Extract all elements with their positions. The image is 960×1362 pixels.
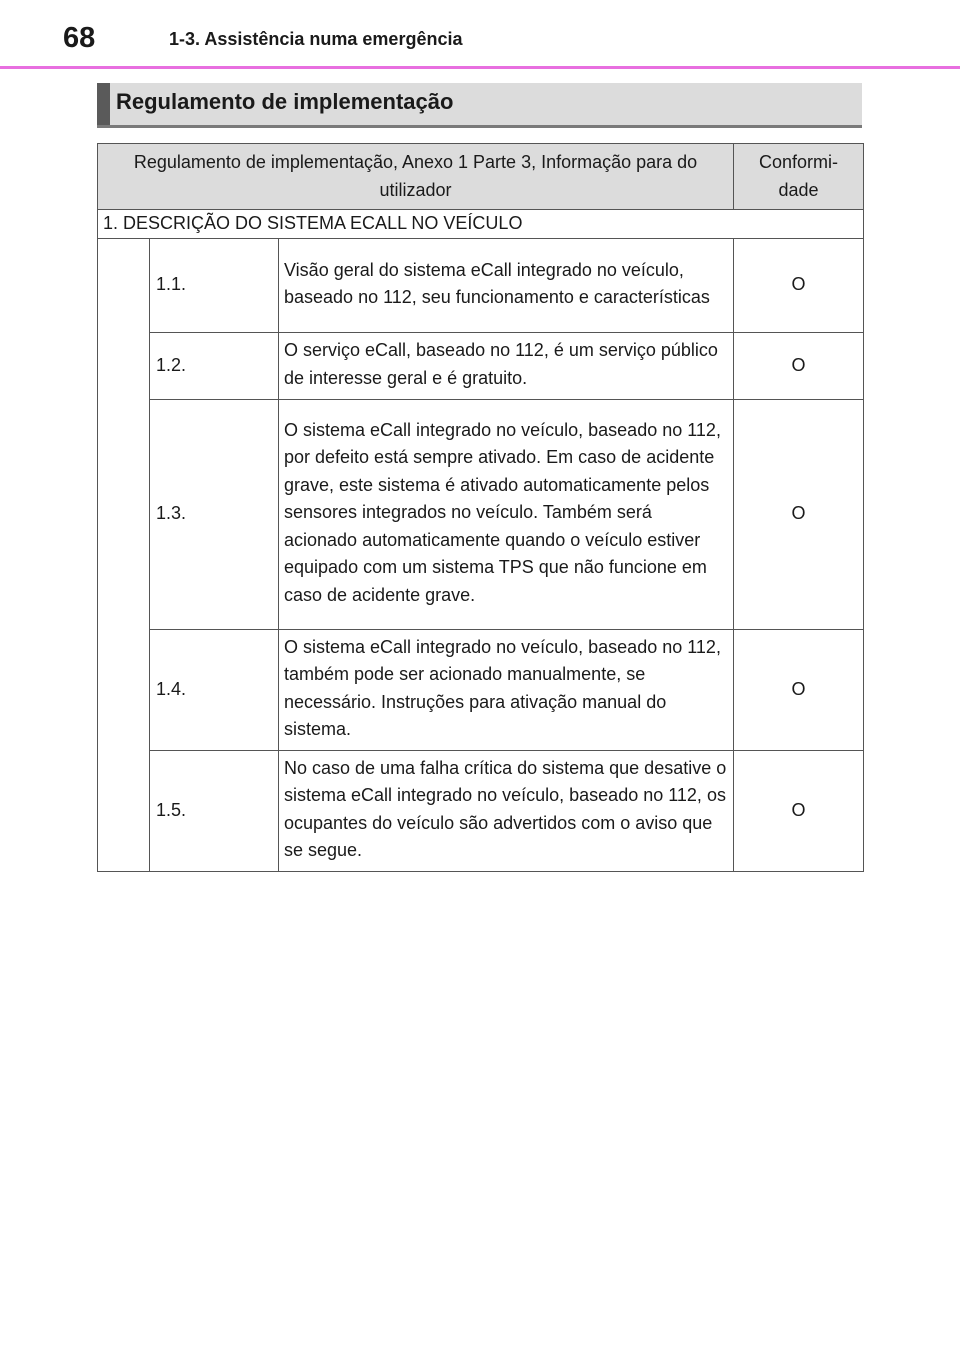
page-number: 68	[63, 22, 96, 54]
table-section-row	[98, 210, 864, 239]
row-conformity: O	[734, 332, 864, 399]
table-row	[98, 629, 864, 750]
row-conformity: O	[734, 629, 864, 750]
header-cell-regulation: Regulamento de implementação, Anexo 1 Parte 3, Informação para do utilizador	[98, 144, 734, 210]
row-number: 1.1.	[150, 238, 279, 332]
section-heading-cell: 1. DESCRIÇÃO DO SISTEMA ECALL NO VEÍCULO	[98, 210, 864, 239]
row-number: 1.3.	[150, 399, 279, 629]
regulation-table	[97, 143, 864, 872]
header-cell-conformity: Conformi- dade	[734, 144, 864, 210]
row-description: No caso de uma falha crítica do sistema que desative o sistema eCall integrado no veículo, baseado no 112, os ocupantes do veículo são advertidos com o aviso que se segue.	[279, 750, 734, 871]
section-title: Regulamento de implementação	[116, 89, 454, 114]
row-conformity: O	[734, 399, 864, 629]
page-header	[0, 0, 960, 69]
row-description: O sistema eCall integrado no veículo, baseado no 112, também pode ser acionado manualmente, se necessário. Instruções para ativação manual do sistema.	[279, 629, 734, 750]
row-number: 1.5.	[150, 750, 279, 871]
row-conformity: O	[734, 238, 864, 332]
table-header-row	[98, 144, 864, 210]
section-heading-bar	[97, 83, 862, 128]
indent-cell	[98, 238, 150, 871]
row-description: Visão geral do sistema eCall integrado no veículo, baseado no 112, seu funcionamento e características	[279, 238, 734, 332]
chapter-title: 1-3. Assistência numa emergência	[169, 29, 463, 49]
row-number: 1.2.	[150, 332, 279, 399]
table-row	[98, 399, 864, 629]
section-accent-block	[97, 83, 110, 125]
row-description: O serviço eCall, baseado no 112, é um serviço público de interesse geral e é gratuito.	[279, 332, 734, 399]
table-row	[98, 238, 864, 332]
table-row	[98, 750, 864, 871]
table-row	[98, 332, 864, 399]
row-description: O sistema eCall integrado no veículo, baseado no 112, por defeito está sempre ativado. Em caso de acidente grave, este sistema é ativado automaticamente pelos sensores integrados no veículo. Também será acionado automaticamente quando o veículo estiver equipado com um sistema TPS que não funcione em caso de acidente grave.	[279, 399, 734, 629]
row-number: 1.4.	[150, 629, 279, 750]
row-conformity: O	[734, 750, 864, 871]
